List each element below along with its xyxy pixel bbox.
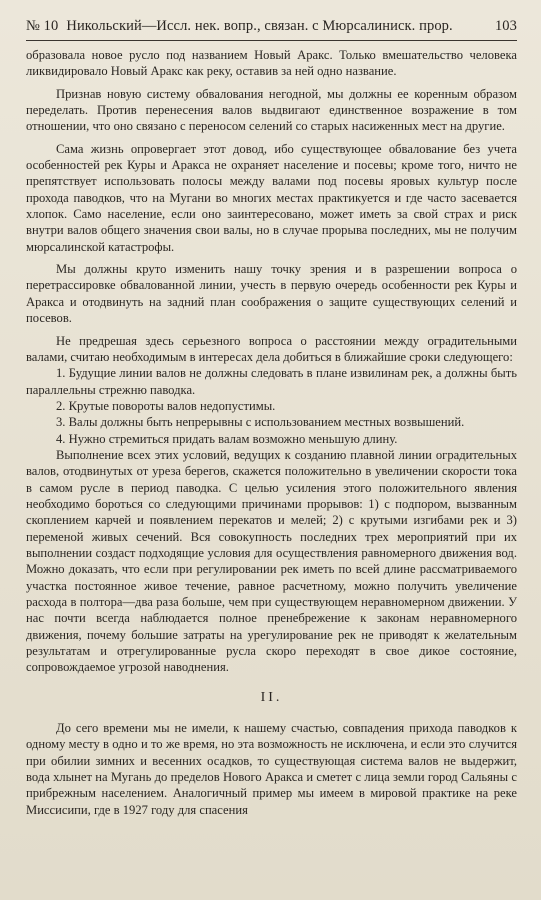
paragraph: Не предрешая здесь серьезного вопроса о расстоянии между оградительными валами, считаю необходимым в интересах дела добиться в ближайшие сроки следующего:: [26, 333, 517, 364]
paragraph: До сего времени мы не имели, к нашему счастью, совпадения прихода паводков к одному месту в одно и то же время, но эта возможность не исключена, и если это случится при обилии зимних и весенних осадков, то существующая система валов не выдержит, вода хлынет на Мугань до пределов Нового Аракса и сметет с лица земли город Сальяны с прибрежным населением. Аналогичный пример мы имеем в мировой практике на реке Миссисипи, где в 1927 году для спасения: [26, 721, 517, 817]
paragraph: Признав новую систему обвалования негодной, мы должны ее коренным образом переделать. Против перенесения валов выдвигают единственное возражение в том отношении, что оно связано с переносом селений со старых насиженных мест на другие.: [26, 86, 517, 134]
list-item-4: 4. Нужно стремиться придать валам возможно меньшую длину.: [56, 431, 398, 446]
running-header: [26, 18, 517, 41]
paragraph-continuation: образовала новое русло под названием Новый Аракс. Только вмешательство человека ликвидировало Новый Аракс как реку, оставив за ней одно название.: [26, 48, 517, 79]
list-item-2: 2. Крутые повороты валов недопустимы.: [56, 398, 276, 413]
running-title: Никольский—Иссл. нек. вопр., связан. с Мюрсалиниск. прор.: [66, 18, 453, 34]
page-number: 103: [494, 18, 517, 34]
article-body: [26, 47, 517, 818]
issue-number: № 10: [26, 18, 59, 34]
paragraph: Выполнение всех этих условий, ведущих к созданию плавной линии оградительных валов, отодвинутых от уреза берегов, скажется положительно в увеличении скорости тока в самом русле в период паводка. С целью усиления этого положительного явления необходимо бороться со следующими причинами прорывов: 1) с подпором, вызванным скоплением карчей и появлением перекатов и мелей; 2) с крутыми изгибами рек и 3) переменой живых сечений. Вся совокупность последних трех мероприятий при их выполнении создаст подходящие условия для осуществления равномерного движения вод. Можно доказать, что если при регулировании рек иметь по всей длине рассматриваемого участка постоянное живое течение, равное расчетному, можно получить увеличение расхода в полтора—два раза больше, чем при существующем неравномерном движении. У нас почти всегда наблюдается полное пренебрежение к законам неравномерного движения, почему большие затраты на урегулирование рек не приводят к желательным результатам и отрегулированные русла скоро переходят в свое дикое состояние, сопровождаемое угрозой наводнения.: [26, 447, 517, 675]
section-heading: II.: [260, 689, 283, 705]
running-header-left: [26, 18, 453, 35]
paragraph: Сама жизнь опровергает этот довод, ибо существующее обвалование без учета особенностей рек Куры и Аракса не охраняет население и посевы; кроме того, ничто не препятствует использовать полосы между валами под посевы яровых культур после прохода паводков, что на Мугани во многих местах практикуется и где часто засевается хлопок. Само население, если оно заинтересовано, может иметь за свой страх и риск внутри валов общего значения свои валы, но в случае прорыва последних, мы не получим мюрсалинской катастрофы.: [26, 141, 517, 254]
paragraph: Мы должны круто изменить нашу точку зрения и в разрешении вопроса о перетрассировке обвалованной линии, учесть в первую очередь особенности рек Куры и Аракса и отодвинуть на задний план соображения о защите существующих селений и посевов.: [26, 262, 517, 326]
list-item-3: 3. Валы должны быть непрерывны с использованием местных возвышений.: [56, 415, 465, 430]
list-item-1: 1. Будущие линии валов не должны следовать в плане извилинам рек, а должны быть параллельны стрежню паводка.: [26, 366, 517, 397]
